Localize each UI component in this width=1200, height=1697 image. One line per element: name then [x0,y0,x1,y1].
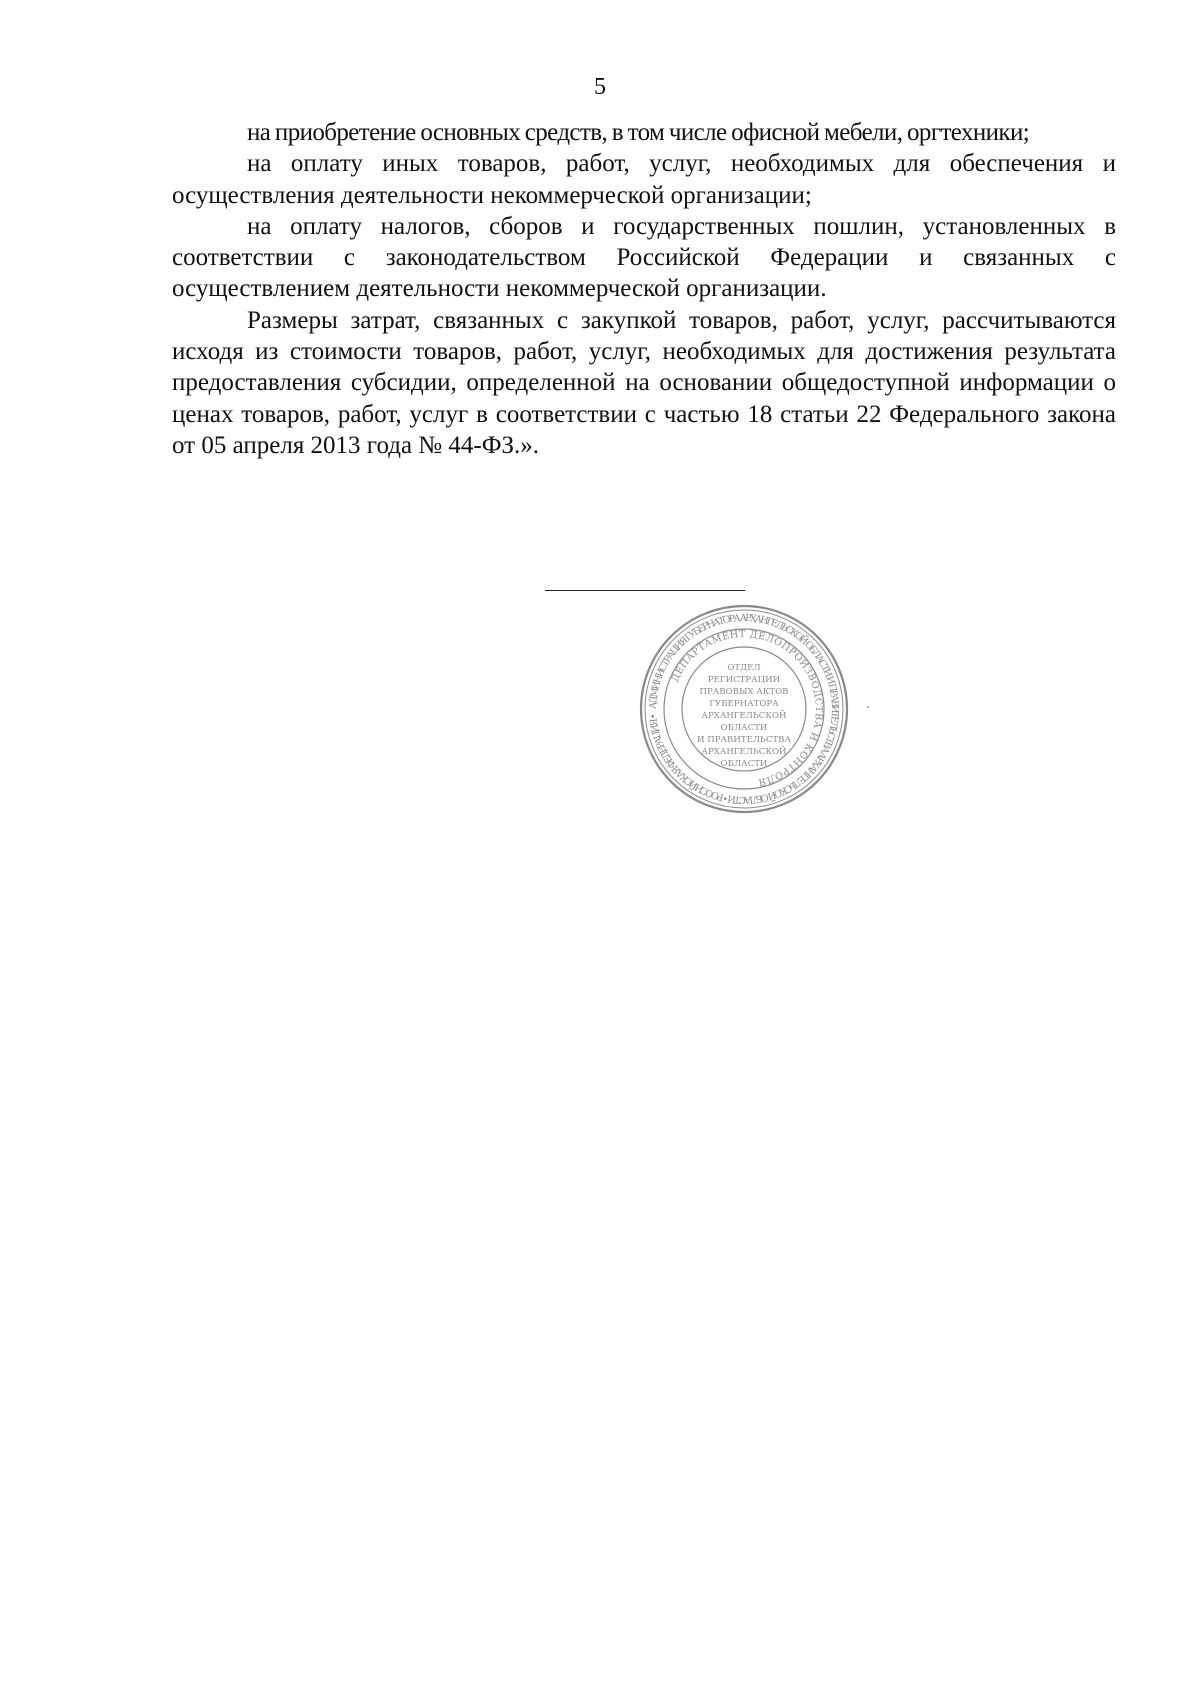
paragraph-taxes-fees: на оплату налогов, сборов и государственных пошлин, установленных в соответствии с законодательством Российской Федерации и связанных с осуществлением деятельности некоммерческой организации. [172,212,1116,303]
seal-center-line: ОБЛАСТИ [720,759,768,769]
seal-center-line: ПРАВОВЫХ АКТОВ [699,687,789,697]
scan-speck [867,706,869,708]
official-seal-stamp [638,603,850,815]
seal-center-line: ОБЛАСТИ [720,723,768,733]
page-number: 5 [594,74,606,100]
seal-center-text [697,663,791,769]
seal-inner-ring-text: ДЕПАРТАМЕНТ ДЕЛОПРОИЗВОДСТВА И КОНТРОЛЯ [669,628,825,788]
seal-center-line: И ПРАВИТЕЛЬСТВА [697,735,791,745]
signature-divider-line [545,590,745,591]
seal-center-line: АРХАНГЕЛЬСКОЙ [701,711,787,721]
document-body [172,117,1116,461]
paragraph-other-goods: на оплату иных товаров, работ, услуг, необходимых для обеспечения и осуществления деятельности некоммерческой организации; [172,150,1116,209]
seal-outer-ring-text: АДМИНИСТРАЦИЯ ГУБЕРНАТОРА АРХАНГЕЛЬСКОЙ ОБЛАСТИ И ПРАВИТЕЛЬСТВА АРХАНГЕЛЬСКОЙ ОБЛАСТИ • РОССИЙСКАЯ ФЕДЕРАЦИЯ • [647,612,841,806]
seal-center-line: ОТДЕЛ [727,663,761,673]
seal-center-line: РЕГИСТРАЦИИ [707,675,781,685]
seal-center-line: АРХАНГЕЛЬСКОЙ [701,747,787,757]
seal-center-line: ГУБЕРНАТОРА [709,699,779,709]
paragraph-fixed-assets: на приобретение основных средств, в том числе офисной мебели, оргтехники; [247,119,1030,146]
paragraph-cost-calculation: Размеры затрат, связанных с закупкой товаров, работ, услуг, рассчитываются исходя из стоимости товаров, работ, услуг, необходимых для достижения результата предоставления субсидии, определенной на основании общедоступной информации о ценах товаров, работ, услуг в соответствии с частью 18 статьи 22 Федерального закона от 05 апреля 2013 года № 44-ФЗ.». [172,306,1116,459]
seal-graphic [638,603,850,815]
svg-text:АДМИНИСТРАЦИЯ ГУБЕРНАТОРА АРХА [648,613,840,805]
